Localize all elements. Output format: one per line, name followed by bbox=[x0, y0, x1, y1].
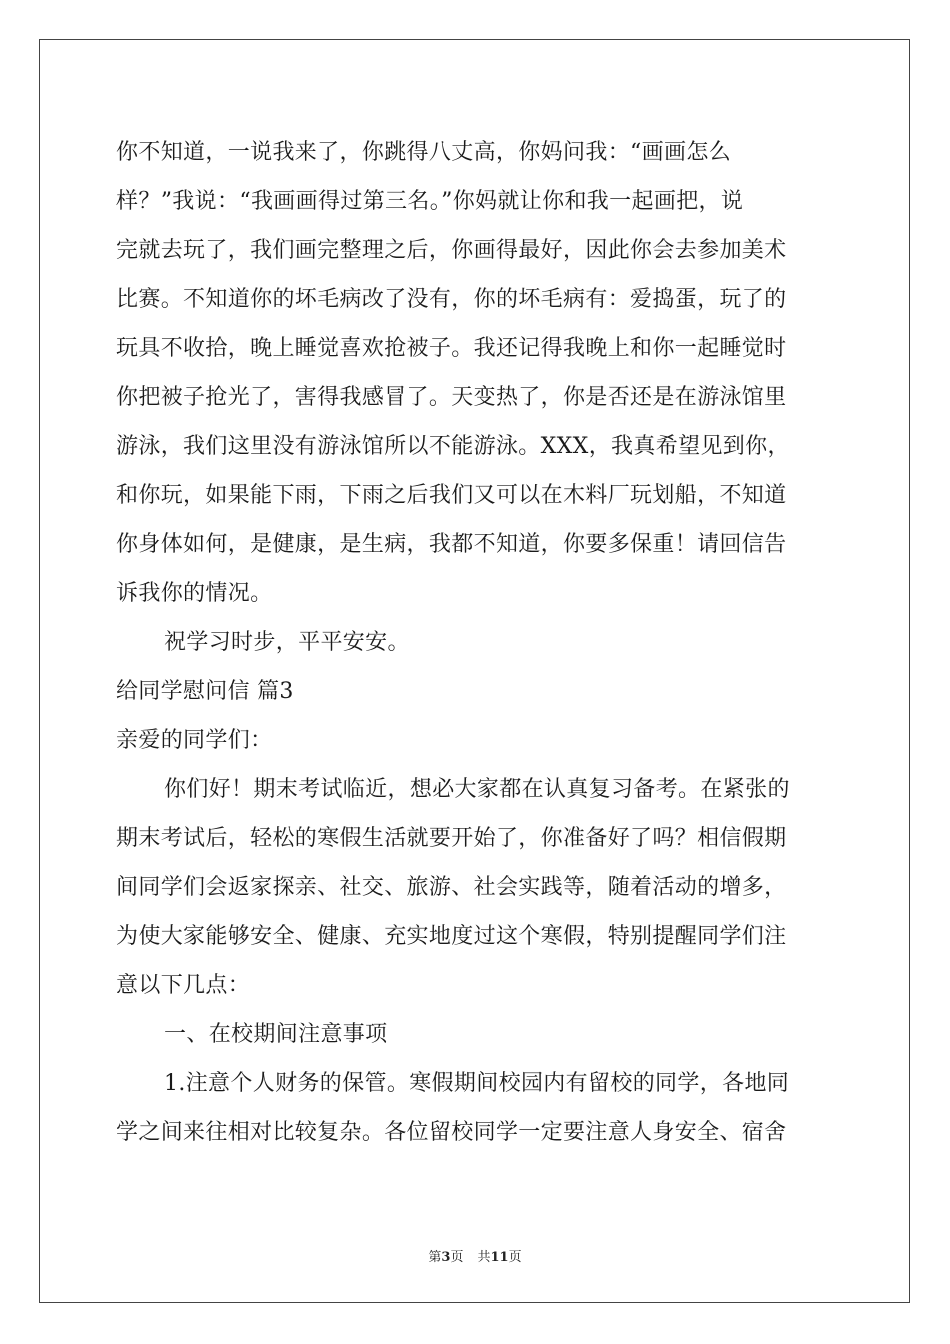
body-line: 诉我你的情况。 bbox=[116, 581, 273, 606]
body-line: 样？”我说：“我画画得过第三名。”你妈就让你和我一起画把，说 bbox=[116, 189, 744, 214]
body-line: 为使大家能够安全、健康、充实地度过这个寒假，特别提醒同学们注 bbox=[116, 924, 787, 949]
section-heading: 给同学慰问信 篇3 bbox=[116, 679, 294, 704]
body-line: 你不知道，一说我来了，你跳得八丈高，你妈问我：“画画怎么 bbox=[116, 140, 732, 165]
body-line: 你身体如何，是健康，是生病，我都不知道，你要多保重！请回信告 bbox=[116, 532, 787, 557]
page-prefix: 第 bbox=[428, 1250, 442, 1265]
body-line: 学之间来往相对比较复杂。各位留校同学一定要注意人身安全、宿舍 bbox=[116, 1120, 787, 1145]
page-footer bbox=[0, 1246, 950, 1265]
body-line: 完就去玩了，我们画完整理之后，你画得最好，因此你会去参加美术 bbox=[116, 238, 787, 263]
body-line: 和你玩，如果能下雨，下雨之后我们又可以在木料厂玩划船，不知道 bbox=[116, 483, 787, 508]
body-line: 期末考试后，轻松的寒假生活就要开始了，你准备好了吗？相信假期 bbox=[116, 826, 787, 851]
body-line: 你把被子抢光了，害得我感冒了。天变热了，你是否还是在游泳馆里 bbox=[116, 385, 787, 410]
document-body bbox=[116, 128, 836, 1157]
subsection-heading: 一、在校期间注意事项 bbox=[164, 1022, 388, 1047]
total-prefix: 共 bbox=[477, 1250, 491, 1265]
body-line: 比赛。不知道你的坏毛病改了没有，你的坏毛病有：爱捣蛋，玩了的 bbox=[116, 287, 787, 312]
total-suffix: 页 bbox=[508, 1250, 522, 1265]
page-suffix: 页 bbox=[450, 1250, 464, 1265]
body-line: 意以下几点： bbox=[116, 973, 251, 998]
closing-wish: 祝学习时步，平平安安。 bbox=[164, 630, 410, 655]
salutation: 亲爱的同学们： bbox=[116, 728, 273, 753]
body-line: 玩具不收拾，晚上睡觉喜欢抢被子。我还记得我晚上和你一起睡觉时 bbox=[116, 336, 787, 361]
body-line: 游泳，我们这里没有游泳馆所以不能游泳。XXX，我真希望见到你， bbox=[116, 434, 790, 459]
body-line: 1.注意个人财务的保管。寒假期间校园内有留校的同学，各地同 bbox=[164, 1071, 790, 1096]
page-total: 11 bbox=[490, 1250, 509, 1265]
body-line: 间同学们会返家探亲、社交、旅游、社会实践等，随着活动的增多， bbox=[116, 875, 787, 900]
page-current: 3 bbox=[441, 1250, 451, 1265]
body-line: 你们好！期末考试临近，想必大家都在认真复习备考。在紧张的 bbox=[164, 777, 790, 802]
